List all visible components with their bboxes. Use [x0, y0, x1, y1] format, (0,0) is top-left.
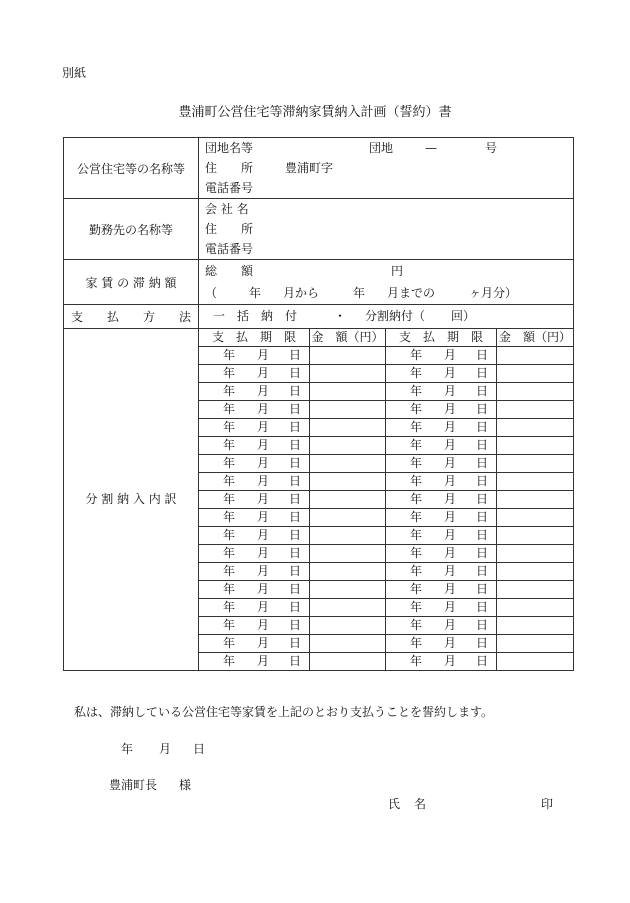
- due-year: 年: [223, 420, 236, 434]
- due-month: 月: [444, 438, 457, 452]
- due-day: 日: [289, 348, 302, 362]
- due-year: 年: [410, 402, 423, 416]
- due-year: 年: [223, 366, 236, 380]
- amount-cell-right[interactable]: [497, 581, 574, 599]
- amount-cell-right[interactable]: [497, 437, 574, 455]
- due-month: 月: [444, 348, 457, 362]
- due-month: 月: [257, 384, 270, 398]
- due-year: 年: [223, 474, 236, 488]
- due-month: 月: [444, 384, 457, 398]
- due-year: 年: [410, 582, 423, 596]
- due-date-cell-left[interactable]: [199, 653, 310, 671]
- payment-installment: 分割納付（: [365, 309, 426, 323]
- due-date-cell-right[interactable]: [386, 635, 497, 653]
- col-due-left: 支 払 期 限: [199, 329, 310, 347]
- due-day: 日: [289, 546, 302, 560]
- period-month-from: 月から: [283, 286, 320, 300]
- due-day: 日: [476, 456, 489, 470]
- due-year: 年: [223, 618, 236, 632]
- col-amount-right: 金 額（円）: [497, 329, 574, 347]
- due-day: 日: [289, 510, 302, 524]
- due-day: 日: [476, 636, 489, 650]
- due-year: 年: [410, 528, 423, 542]
- period-month-to: 月までの: [387, 286, 436, 300]
- due-month: 月: [257, 492, 270, 506]
- amount-cell-right[interactable]: [497, 383, 574, 401]
- due-month: 月: [444, 510, 457, 524]
- due-date-cell-right[interactable]: [386, 617, 497, 635]
- danchi-suffix: 団地: [369, 141, 394, 155]
- due-day: 日: [476, 546, 489, 560]
- due-year: 年: [410, 474, 423, 488]
- due-day: 日: [289, 582, 302, 596]
- due-year: 年: [410, 366, 423, 380]
- due-year: 年: [223, 582, 236, 596]
- amount-cell-left[interactable]: [310, 455, 386, 473]
- due-month: 月: [444, 474, 457, 488]
- due-day: 日: [476, 420, 489, 434]
- due-day: 日: [289, 654, 302, 668]
- due-date-cell-left[interactable]: [199, 635, 310, 653]
- amount-cell-left[interactable]: [310, 581, 386, 599]
- due-date-cell-left[interactable]: [199, 419, 310, 437]
- period-months: ヶ月分）: [469, 286, 518, 300]
- due-date-cell-right[interactable]: [386, 581, 497, 599]
- payment-lump: 一 括 納 付: [213, 309, 298, 323]
- due-day: 日: [289, 474, 302, 488]
- due-month: 月: [257, 510, 270, 524]
- due-year: 年: [223, 402, 236, 416]
- due-month: 月: [444, 618, 457, 632]
- due-day: 日: [476, 402, 489, 416]
- due-month: 月: [257, 618, 270, 632]
- due-year: 年: [223, 528, 236, 542]
- due-month: 月: [444, 402, 457, 416]
- due-day: 日: [476, 618, 489, 632]
- housing-name-label: 団地名等: [205, 141, 254, 155]
- due-date-cell-left[interactable]: [199, 347, 310, 365]
- amount-cell-right[interactable]: [497, 473, 574, 491]
- payment-label: 支 払 方 法: [64, 305, 199, 329]
- amount-cell-right[interactable]: [497, 401, 574, 419]
- due-day: 日: [289, 456, 302, 470]
- due-day: 日: [476, 438, 489, 452]
- due-month: 月: [444, 366, 457, 380]
- due-day: 日: [476, 366, 489, 380]
- amount-cell-left[interactable]: [310, 419, 386, 437]
- amount-cell-left[interactable]: [310, 635, 386, 653]
- amount-cell-right[interactable]: [497, 563, 574, 581]
- due-date-cell-right[interactable]: [386, 473, 497, 491]
- due-month: 月: [444, 564, 457, 578]
- date-year: 年: [121, 742, 134, 756]
- work-company-label: 会 社 名: [205, 202, 249, 216]
- due-month: 月: [257, 402, 270, 416]
- unit-dash: —: [425, 141, 437, 155]
- due-date-cell-left[interactable]: [199, 581, 310, 599]
- due-day: 日: [476, 384, 489, 398]
- payment-row: [199, 305, 573, 328]
- due-date-cell-right[interactable]: [386, 383, 497, 401]
- housing-label: 公営住宅等の名称等: [64, 138, 199, 199]
- due-year: 年: [223, 600, 236, 614]
- due-month: 月: [444, 420, 457, 434]
- amount-cell-right[interactable]: [497, 653, 574, 671]
- due-date-cell-left[interactable]: [199, 545, 310, 563]
- due-date-cell-right[interactable]: [386, 509, 497, 527]
- amount-cell-left[interactable]: [310, 383, 386, 401]
- due-year: 年: [410, 438, 423, 452]
- work-phone-label: 電話番号: [205, 242, 254, 256]
- due-month: 月: [257, 366, 270, 380]
- amount-cell-left[interactable]: [310, 491, 386, 509]
- due-date-cell-left[interactable]: [199, 563, 310, 581]
- amount-cell-right[interactable]: [497, 527, 574, 545]
- due-month: 月: [444, 636, 457, 650]
- amount-cell-right[interactable]: [497, 365, 574, 383]
- due-month: 月: [257, 528, 270, 542]
- arrears-fields: [199, 260, 574, 305]
- amount-cell-left[interactable]: [310, 563, 386, 581]
- housing-address-row[interactable]: [199, 158, 573, 178]
- due-month: 月: [257, 654, 270, 668]
- arrears-total-row[interactable]: [199, 260, 573, 282]
- due-date-cell-left[interactable]: [199, 509, 310, 527]
- amount-cell-left[interactable]: [310, 599, 386, 617]
- due-day: 日: [476, 492, 489, 506]
- amount-cell-left[interactable]: [310, 347, 386, 365]
- due-month: 月: [257, 636, 270, 650]
- due-day: 日: [476, 654, 489, 668]
- due-year: 年: [410, 456, 423, 470]
- due-month: 月: [257, 474, 270, 488]
- due-day: 日: [476, 582, 489, 596]
- work-label: 勤務先の名称等: [64, 199, 199, 260]
- due-month: 月: [257, 438, 270, 452]
- housing-phone-label: 電話番号: [205, 181, 254, 195]
- arrears-period-row[interactable]: [199, 282, 573, 304]
- due-month: 月: [444, 582, 457, 596]
- amount-cell-right[interactable]: [497, 491, 574, 509]
- due-year: 年: [223, 456, 236, 470]
- due-year: 年: [223, 492, 236, 506]
- document-label: 別紙: [62, 66, 87, 80]
- due-day: 日: [289, 636, 302, 650]
- arrears-plan-form: [63, 137, 574, 671]
- amount-cell-left[interactable]: [310, 509, 386, 527]
- amount-cell-left[interactable]: [310, 473, 386, 491]
- due-day: 日: [289, 384, 302, 398]
- due-month: 月: [444, 546, 457, 560]
- due-year: 年: [410, 546, 423, 560]
- due-day: 日: [476, 348, 489, 362]
- schedule-label: 分 割 納 入 内 訳: [64, 329, 199, 671]
- amount-cell-left[interactable]: [310, 653, 386, 671]
- due-day: 日: [289, 492, 302, 506]
- arrears-label: 家 賃 の 滞 納 額: [64, 260, 199, 305]
- due-day: 日: [289, 366, 302, 380]
- amount-cell-right[interactable]: [497, 455, 574, 473]
- due-date-cell-left[interactable]: [199, 437, 310, 455]
- amount-cell-right[interactable]: [497, 419, 574, 437]
- due-day: 日: [289, 402, 302, 416]
- due-year: 年: [223, 438, 236, 452]
- due-year: 年: [410, 420, 423, 434]
- due-year: 年: [410, 564, 423, 578]
- due-date-cell-right[interactable]: [386, 563, 497, 581]
- due-date-cell-left[interactable]: [199, 617, 310, 635]
- due-date-cell-right[interactable]: [386, 437, 497, 455]
- signature-label-2: 名: [414, 797, 427, 811]
- due-month: 月: [257, 564, 270, 578]
- due-month: 月: [257, 582, 270, 596]
- due-year: 年: [223, 564, 236, 578]
- col-amount-left: 金 額（円）: [310, 329, 386, 347]
- work-address-row[interactable]: [199, 219, 573, 239]
- due-year: 年: [223, 636, 236, 650]
- due-month: 月: [444, 654, 457, 668]
- amount-cell-left[interactable]: [310, 401, 386, 419]
- due-year: 年: [410, 348, 423, 362]
- due-date-cell-right[interactable]: [386, 455, 497, 473]
- work-phone-row[interactable]: [199, 239, 573, 259]
- due-year: 年: [223, 510, 236, 524]
- period-year-from: 年: [249, 286, 262, 300]
- due-date-cell-right[interactable]: [386, 527, 497, 545]
- addressee-name: 豊浦町長: [109, 778, 158, 792]
- due-day: 日: [289, 438, 302, 452]
- due-date-cell-left[interactable]: [199, 401, 310, 419]
- due-year: 年: [410, 636, 423, 650]
- due-year: 年: [223, 348, 236, 362]
- due-month: 月: [257, 420, 270, 434]
- period-year-to: 年: [353, 286, 366, 300]
- addressee-honorific: 様: [179, 778, 192, 792]
- amount-cell-left[interactable]: [310, 437, 386, 455]
- date-day: 日: [193, 742, 206, 756]
- due-day: 日: [289, 618, 302, 632]
- housing-address-label: 住 所: [205, 161, 254, 175]
- due-day: 日: [289, 420, 302, 434]
- due-day: 日: [476, 600, 489, 614]
- due-month: 月: [444, 600, 457, 614]
- period-open-paren: （: [205, 286, 218, 300]
- due-date-cell-left[interactable]: [199, 473, 310, 491]
- due-year: 年: [223, 546, 236, 560]
- due-year: 年: [410, 654, 423, 668]
- due-year: 年: [223, 384, 236, 398]
- due-date-cell-right[interactable]: [386, 419, 497, 437]
- housing-address-value: 豊浦町字: [285, 161, 334, 175]
- due-month: 月: [444, 528, 457, 542]
- work-company-row[interactable]: [199, 199, 573, 219]
- due-day: 日: [476, 510, 489, 524]
- work-fields: [199, 199, 574, 260]
- due-date-cell-left[interactable]: [199, 599, 310, 617]
- due-day: 日: [476, 474, 489, 488]
- due-date-cell-left[interactable]: [199, 527, 310, 545]
- due-month: 月: [444, 456, 457, 470]
- due-date-cell-left[interactable]: [199, 365, 310, 383]
- payment-fields[interactable]: [199, 305, 574, 329]
- due-date-cell-right[interactable]: [386, 365, 497, 383]
- due-date-cell-right[interactable]: [386, 347, 497, 365]
- due-month: 月: [257, 546, 270, 560]
- date-month: 月: [159, 742, 172, 756]
- unit-go: 号: [485, 141, 498, 155]
- housing-name-row[interactable]: [199, 138, 573, 158]
- amount-cell-right[interactable]: [497, 599, 574, 617]
- due-day: 日: [289, 600, 302, 614]
- due-day: 日: [476, 564, 489, 578]
- due-date-cell-right[interactable]: [386, 401, 497, 419]
- document-title: 豊浦町公営住宅等滞納家賃納入計画（誓約）書: [178, 105, 452, 120]
- housing-phone-row[interactable]: [199, 178, 573, 198]
- signature-label-1: 氏: [388, 797, 401, 811]
- due-date-cell-left[interactable]: [199, 455, 310, 473]
- due-date-cell-left[interactable]: [199, 383, 310, 401]
- pledge-statement: 私は、滞納している公営住宅等家賃を上記のとおり支払うことを誓約します。: [74, 705, 494, 719]
- amount-cell-right[interactable]: [497, 347, 574, 365]
- due-month: 月: [257, 456, 270, 470]
- arrears-total-label: 総 額: [205, 264, 254, 278]
- due-month: 月: [257, 600, 270, 614]
- seal-mark: 印: [541, 797, 554, 811]
- arrears-yen: 円: [391, 264, 404, 278]
- due-date-cell-left[interactable]: [199, 491, 310, 509]
- due-date-cell-right[interactable]: [386, 545, 497, 563]
- due-year: 年: [410, 510, 423, 524]
- due-year: 年: [410, 600, 423, 614]
- work-address-label: 住 所: [205, 222, 254, 236]
- due-date-cell-right[interactable]: [386, 653, 497, 671]
- amount-cell-left[interactable]: [310, 527, 386, 545]
- due-day: 日: [289, 564, 302, 578]
- housing-fields: [199, 138, 574, 199]
- due-year: 年: [410, 492, 423, 506]
- amount-cell-right[interactable]: [497, 545, 574, 563]
- payment-dot: ・: [334, 309, 347, 323]
- due-year: 年: [410, 618, 423, 632]
- due-day: 日: [476, 528, 489, 542]
- due-year: 年: [223, 654, 236, 668]
- amount-cell-left[interactable]: [310, 365, 386, 383]
- due-date-cell-right[interactable]: [386, 491, 497, 509]
- amount-cell-right[interactable]: [497, 635, 574, 653]
- amount-cell-left[interactable]: [310, 545, 386, 563]
- amount-cell-right[interactable]: [497, 617, 574, 635]
- due-month: 月: [444, 492, 457, 506]
- payment-times: 回）: [451, 309, 476, 323]
- due-month: 月: [257, 348, 270, 362]
- amount-cell-left[interactable]: [310, 617, 386, 635]
- due-year: 年: [410, 384, 423, 398]
- amount-cell-right[interactable]: [497, 509, 574, 527]
- due-date-cell-right[interactable]: [386, 599, 497, 617]
- col-due-right: 支 払 期 限: [386, 329, 497, 347]
- due-day: 日: [289, 528, 302, 542]
